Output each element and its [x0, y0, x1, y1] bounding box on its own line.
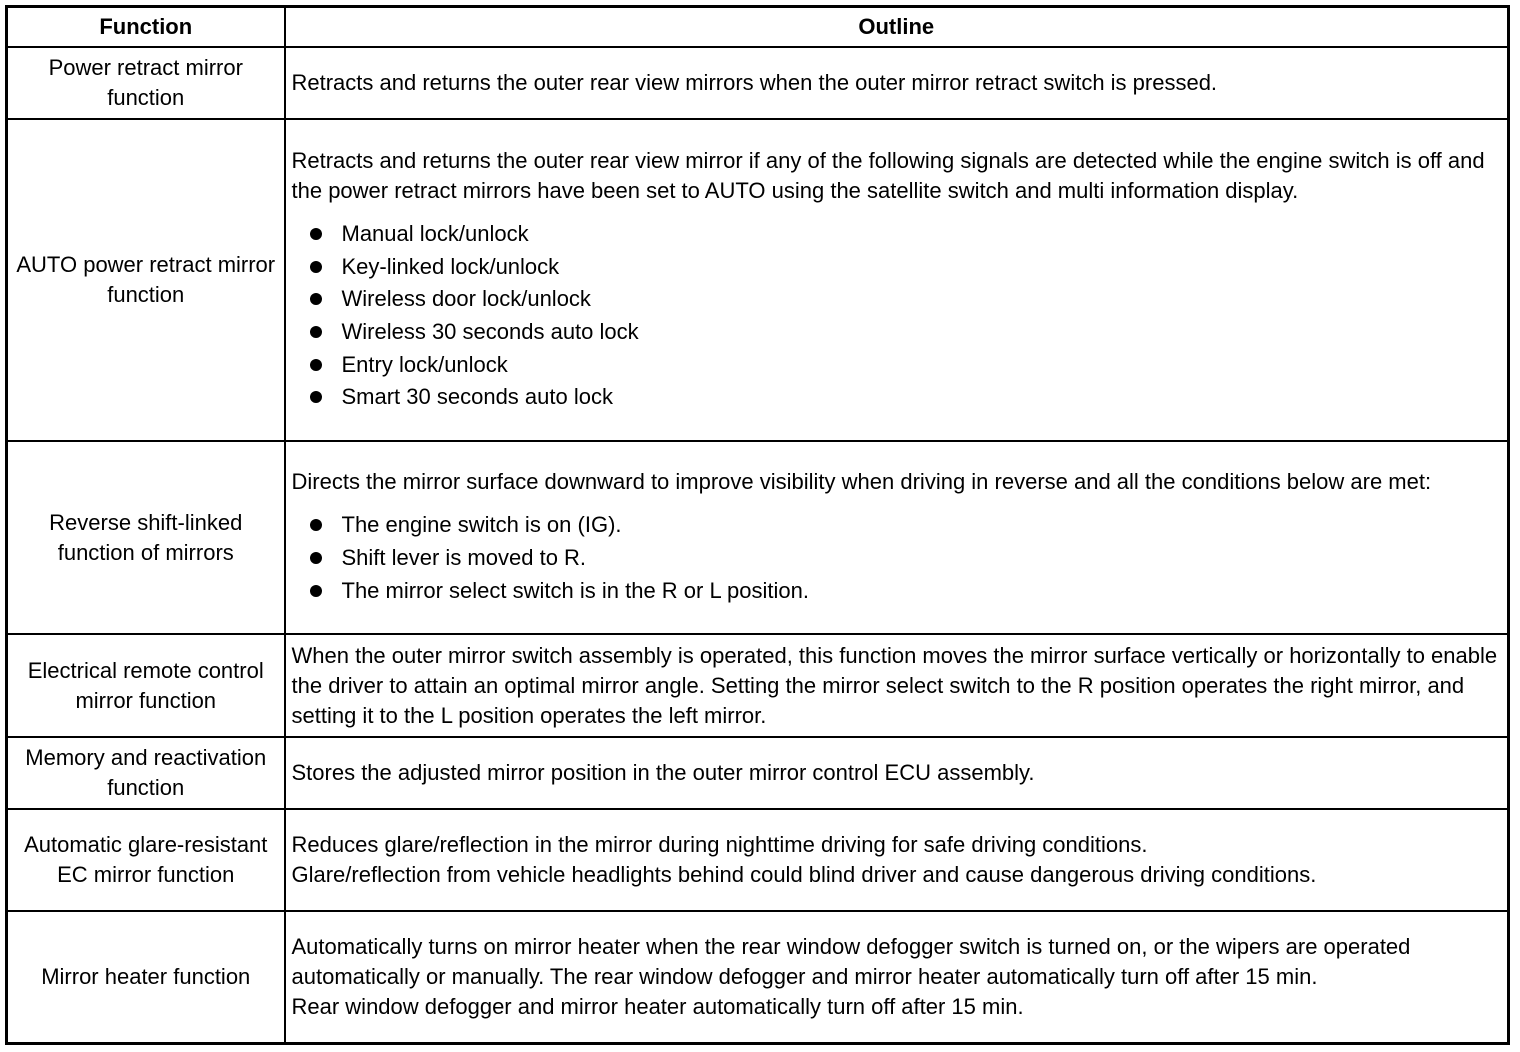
header-function: Function [7, 7, 285, 48]
function-cell: Reverse shift-linked function of mirrors [7, 441, 285, 634]
table-row [7, 634, 1509, 737]
outline-paragraph: Rear window defogger and mirror heater automatically turn off after 15 min. [291, 993, 1024, 1019]
bullet-item: Manual lock/unlock [310, 218, 1502, 251]
header-outline: Outline [285, 7, 1509, 48]
function-cell: Memory and reactivation function [7, 737, 285, 809]
outline-paragraph: When the outer mirror switch assembly is operated, this function moves the mirror surface vertically or horizontally to enable the driver to attain an optimal mirror angle. Setting the mirror select switch to the R position operates the right mirror, and setting it to the L position operates the left mirror. [291, 642, 1498, 728]
outline-paragraph: Reduces glare/reflection in the mirror during nighttime driving for safe driving conditions. [291, 832, 1148, 857]
table-row [7, 809, 1509, 911]
table-row [7, 47, 1509, 119]
function-cell: Power retract mirror function [7, 47, 285, 119]
bullet-item: Wireless door lock/unlock [310, 283, 1502, 316]
outline-cell [285, 47, 1509, 119]
table-row [7, 737, 1509, 809]
outline-paragraph: Automatically turns on mirror heater when the rear window defogger switch is turned on, or the wipers are operated automatically or manually. The rear window defogger and mirror heater automatically turn off after 15 min. [291, 933, 1411, 989]
bullet-item: Key-linked lock/unlock [310, 251, 1502, 284]
outline-cell [285, 809, 1509, 911]
outline-cell [285, 911, 1509, 1043]
outline-paragraph: Glare/reflection from vehicle headlights behind could blind driver and cause dangerous driving conditions. [291, 862, 1317, 887]
table-row [7, 119, 1509, 441]
function-cell: Automatic glare-resistant EC mirror function [7, 809, 285, 911]
outline-paragraph: Retracts and returns the outer rear view mirror if any of the following signals are detected while the engine switch is off and the power retract mirrors have been set to AUTO using the satellite switch and multi information display. [291, 147, 1485, 203]
bullet-item: The engine switch is on (IG). [310, 509, 1502, 542]
outline-cell [285, 119, 1509, 441]
bullet-item: The mirror select switch is in the R or L position. [310, 575, 1502, 608]
function-table-container [5, 5, 1507, 1045]
outline-cell [285, 737, 1509, 809]
table-body [7, 47, 1509, 1043]
table-header-row [7, 7, 1509, 48]
bullet-item: Wireless 30 seconds auto lock [310, 316, 1502, 349]
function-cell: Electrical remote control mirror function [7, 634, 285, 737]
bullet-item: Smart 30 seconds auto lock [310, 381, 1502, 414]
outline-paragraph: Stores the adjusted mirror position in the outer mirror control ECU assembly. [291, 760, 1035, 785]
outline-paragraph: Retracts and returns the outer rear view mirrors when the outer mirror retract switch is pressed. [291, 70, 1218, 95]
bullet-list [292, 218, 1502, 414]
bullet-item: Shift lever is moved to R. [310, 542, 1502, 575]
outline-cell [285, 634, 1509, 737]
outline-paragraph: Directs the mirror surface downward to improve visibility when driving in reverse and all the conditions below are met: [291, 469, 1432, 495]
bullet-item: Entry lock/unlock [310, 349, 1502, 382]
function-cell: AUTO power retract mirror function [7, 119, 285, 441]
table-row [7, 911, 1509, 1043]
bullet-list [292, 509, 1502, 607]
function-outline-table [5, 5, 1510, 1045]
function-cell: Mirror heater function [7, 911, 285, 1043]
table-row [7, 441, 1509, 634]
outline-cell [285, 441, 1509, 634]
